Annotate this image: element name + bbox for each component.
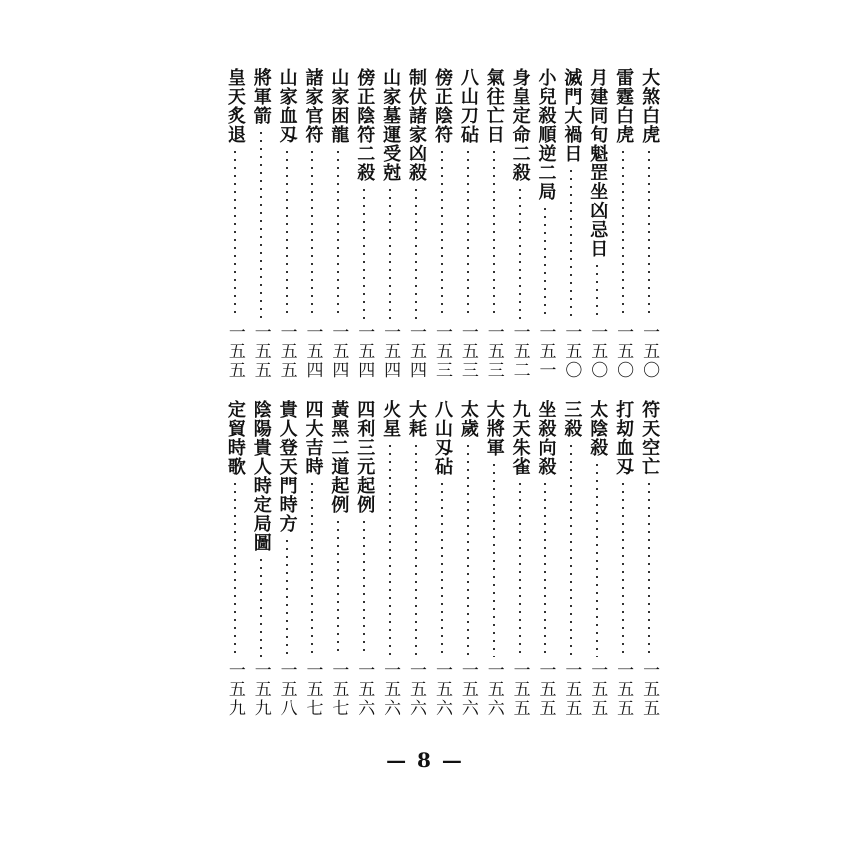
toc-entry	[377, 400, 403, 718]
toc-entry-title: 符天空亡	[639, 400, 661, 476]
dot-leader	[415, 186, 417, 319]
dot-leader	[648, 480, 650, 657]
toc-entry	[558, 68, 584, 380]
dot-leader	[337, 148, 339, 319]
dot-leader	[234, 480, 236, 657]
toc-entry-page: 一五五	[587, 661, 608, 718]
toc-entry	[300, 68, 326, 380]
dot-leader	[260, 556, 262, 657]
dot-leader	[596, 262, 598, 319]
toc-entry-page: 一五七	[328, 661, 349, 718]
toc-entry-page: 一五六	[380, 661, 401, 718]
dot-leader	[389, 186, 391, 319]
page-number: — 8 —	[386, 748, 464, 772]
toc-entry	[325, 400, 351, 718]
toc-entry-page: 一五五	[276, 323, 297, 380]
dot-leader	[286, 537, 288, 657]
dot-leader	[493, 461, 495, 657]
toc-entry-page: 一五六	[483, 661, 504, 718]
toc-entry	[481, 400, 507, 718]
toc-entry	[222, 68, 248, 380]
toc-entry-page: 一五四	[380, 323, 401, 380]
toc-entry	[455, 68, 481, 380]
toc-entry	[325, 68, 351, 380]
toc-entry-page: 一五七	[302, 661, 323, 718]
toc-entry	[610, 68, 636, 380]
toc-entry-page: 一五五	[509, 661, 530, 718]
toc-entry-title: 將軍箭	[250, 68, 272, 125]
toc-entry-page: 一五八	[276, 661, 297, 718]
toc-entry	[351, 68, 377, 380]
toc-entry	[610, 400, 636, 718]
dot-leader	[389, 442, 391, 657]
toc-entry-page: 一五五	[224, 323, 245, 380]
toc-entry	[584, 400, 610, 718]
toc-entry	[533, 400, 559, 718]
toc-entry	[455, 400, 481, 718]
toc-entry	[403, 400, 429, 718]
toc-entry-title: 雷霆白虎	[613, 68, 635, 144]
dot-leader	[519, 186, 521, 319]
toc-entry-page: 一五〇	[561, 323, 582, 380]
toc-entry-title: 太歲	[457, 400, 479, 438]
toc-entry	[274, 68, 300, 380]
dot-leader	[544, 480, 546, 657]
toc-entry	[222, 400, 248, 718]
toc-entry	[533, 68, 559, 380]
toc-entry-title: 九天朱雀	[509, 400, 531, 476]
dot-leader	[570, 442, 572, 657]
toc-entry-page: 一五三	[431, 323, 452, 380]
toc-entry	[403, 68, 429, 380]
toc-entry-page: 一五〇	[639, 323, 660, 380]
toc-entry-title: 月建同旬魁罡坐凶忌日	[587, 68, 609, 258]
toc-entry-page: 一五五	[250, 323, 271, 380]
toc-entry	[274, 400, 300, 718]
toc-entry-title: 制伏諸家凶殺	[406, 68, 428, 182]
toc-entry-title: 傍正陰符	[431, 68, 453, 144]
toc-entry	[351, 400, 377, 718]
dot-leader	[596, 461, 598, 657]
toc-entry-title: 諸家官符	[302, 68, 324, 144]
toc-entry	[377, 68, 403, 380]
toc-entry-title: 黃黑二道起例	[328, 400, 350, 514]
toc-entry-title: 皇天炙退	[224, 68, 246, 144]
toc-entry-page: 一五四	[406, 323, 427, 380]
toc-entry-page: 一五〇	[613, 323, 634, 380]
toc-entry-page: 一五五	[613, 661, 634, 718]
toc-entry-page: 一五五	[561, 661, 582, 718]
dot-leader	[467, 148, 469, 319]
dot-leader	[286, 148, 288, 319]
toc-entry-title: 大煞白虎	[639, 68, 661, 144]
dot-leader	[622, 480, 624, 657]
toc-entry	[481, 68, 507, 380]
toc-entry-page: 一五五	[639, 661, 660, 718]
toc-entry-title: 陰陽貴人時定局圖	[250, 400, 272, 552]
toc-entry-page: 一五五	[535, 661, 556, 718]
toc-entry-title: 太陰殺	[587, 400, 609, 457]
toc-entry	[507, 68, 533, 380]
toc-entry	[429, 400, 455, 718]
toc-entry-page: 一五四	[354, 323, 375, 380]
toc-entry-page: 一五六	[354, 661, 375, 718]
dot-leader	[467, 442, 469, 657]
toc-entry-title: 氣往亡日	[483, 68, 505, 144]
dot-leader	[544, 205, 546, 319]
toc-entry-title: 四利三元起例	[354, 400, 376, 514]
toc-entry	[558, 400, 584, 718]
dot-leader	[415, 442, 417, 657]
toc-entry-page: 一五三	[483, 323, 504, 380]
toc-entry	[248, 400, 274, 718]
toc-entry-title: 打刧血刄	[613, 400, 635, 476]
dot-leader	[311, 480, 313, 657]
dot-leader	[648, 148, 650, 319]
toc-entry-title: 定貿時歌	[224, 400, 246, 476]
toc-entry-title: 四大吉時	[302, 400, 324, 476]
toc-entry-title: 坐殺向殺	[535, 400, 557, 476]
dot-leader	[311, 148, 313, 319]
dot-leader	[260, 129, 262, 319]
dot-leader	[363, 518, 365, 657]
toc-entry	[636, 400, 662, 718]
toc-entry-page: 一五六	[431, 661, 452, 718]
dot-leader	[337, 518, 339, 657]
toc-entry-title: 傍正陰符二殺	[354, 68, 376, 182]
dot-leader	[234, 148, 236, 319]
toc-entry-title: 八山刀砧	[457, 68, 479, 144]
dot-leader	[441, 148, 443, 319]
toc-entry-page: 一五三	[457, 323, 478, 380]
dot-leader	[441, 480, 443, 657]
toc-entry	[507, 400, 533, 718]
toc-entry-title: 八山刄砧	[431, 400, 453, 476]
toc-bottom-block	[196, 400, 662, 718]
toc-entry-title: 三殺	[561, 400, 583, 438]
toc-entry	[584, 68, 610, 380]
toc-entry-page: 一五〇	[587, 323, 608, 380]
toc-entry-page: 一五六	[457, 661, 478, 718]
toc-entry-title: 身皇定命二殺	[509, 68, 531, 182]
dot-leader	[363, 186, 365, 319]
toc-entry-page: 一五四	[302, 323, 323, 380]
toc-entry-page: 一五九	[250, 661, 271, 718]
dot-leader	[622, 148, 624, 319]
dot-leader	[570, 167, 572, 319]
toc-entry-page: 一五四	[328, 323, 349, 380]
toc-entry-page: 一五一	[535, 323, 556, 380]
toc-entry	[429, 68, 455, 380]
toc-entry-page: 一五九	[224, 661, 245, 718]
toc-entry-title: 大耗	[406, 400, 428, 438]
toc-entry-page: 一五六	[406, 661, 427, 718]
toc-entry-title: 山家困龍	[328, 68, 350, 144]
toc-entry-title: 貴人登天門時方	[276, 400, 298, 533]
toc-top-block	[196, 68, 662, 380]
dot-leader	[493, 148, 495, 319]
toc-entry-title: 山家血刄	[276, 68, 298, 144]
toc-entry-title: 山家墓運受尅	[380, 68, 402, 182]
toc-entry-page: 一五二	[509, 323, 530, 380]
toc-entry-title: 滅門大禍日	[561, 68, 583, 163]
toc-entry-title: 小兒殺順逆二局	[535, 68, 557, 201]
toc-entry-title: 火星	[380, 400, 402, 438]
toc-entry	[300, 400, 326, 718]
toc-entry	[636, 68, 662, 380]
toc-entry-title: 大將軍	[483, 400, 505, 457]
toc-entry	[248, 68, 274, 380]
dot-leader	[519, 480, 521, 657]
